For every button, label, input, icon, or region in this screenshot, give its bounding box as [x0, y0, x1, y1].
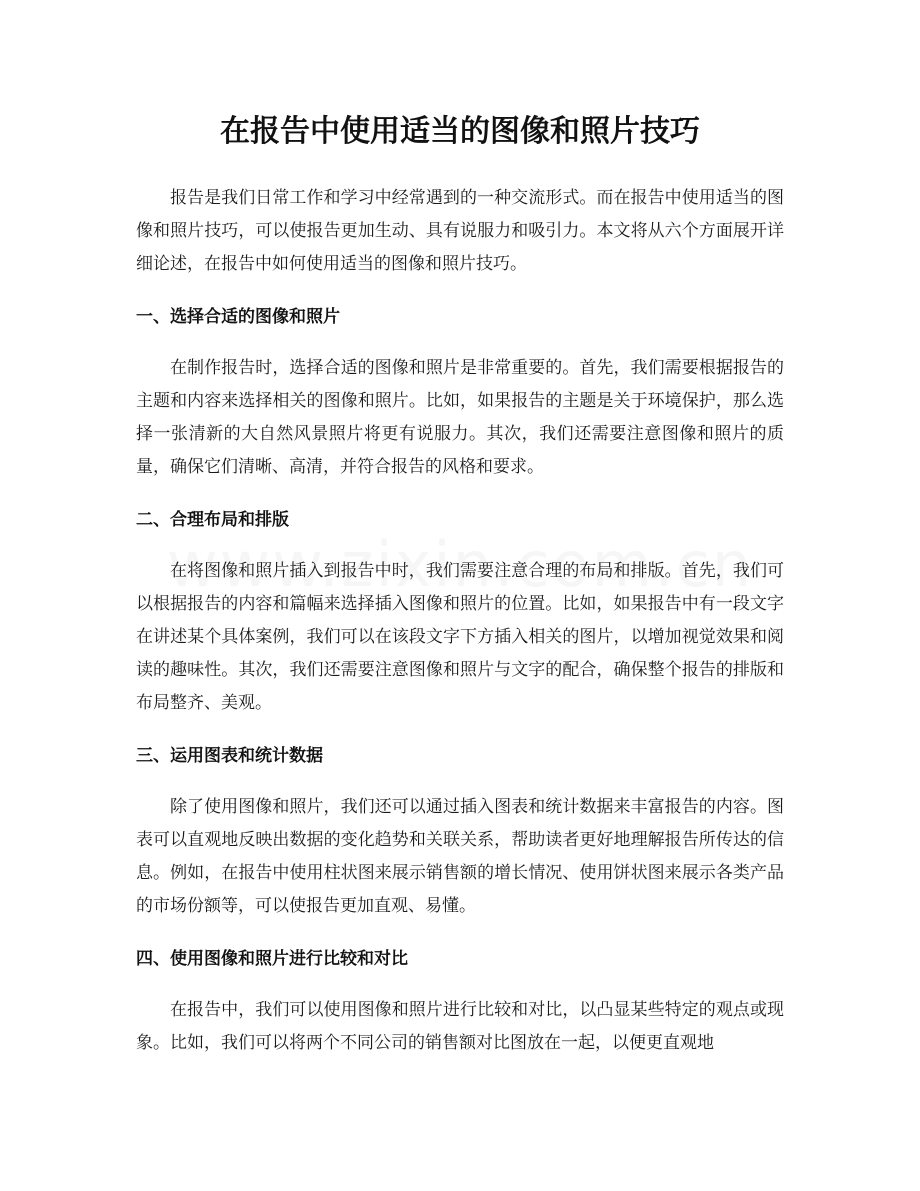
section-4-heading: 四、使用图像和照片进行比较和对比	[136, 949, 408, 969]
section-3-paragraph: 除了使用图像和照片，我们还可以通过插入图表和统计数据来丰富报告的内容。图表可以直观地反映出数据的变化趋势和关联关系，帮助读者更好地理解报告所传达的信息。例如，在报告中使用柱状图来展示销售额的增长情况、使用饼状图来展示各类产品的市场份额等，可以使报告更加直观、易懂。	[136, 797, 784, 916]
section-2-heading: 二、合理布局和排版	[136, 510, 289, 530]
document-title: 在报告中使用适当的图像和照片技巧	[220, 114, 700, 149]
section-1-heading: 一、选择合适的图像和照片	[136, 307, 340, 327]
section-2-paragraph: 在将图像和照片插入到报告中时，我们需要注意合理的布局和排版。首先，我们可以根据报告的内容和篇幅来选择插入图像和照片的位置。比如，如果报告中有一段文字在讲述某个具体案例，我们可以在该段文字下方插入相关的图片，以增加视觉效果和阅读的趣味性。其次，我们还需要注意图像和照片与文字的配合，确保整个报告的排版和布局整齐、美观。	[136, 561, 784, 713]
section-1-paragraph: 在制作报告时，选择合适的图像和照片是非常重要的。首先，我们需要根据报告的主题和内容来选择相关的图像和照片。比如，如果报告的主题是关于环境保护，那么选择一张清新的大自然风景照片将更有说服力。其次，我们还需要注意图像和照片的质量，确保它们清晰、高清，并符合报告的风格和要求。	[136, 358, 784, 477]
intro-paragraph: 报告是我们日常工作和学习中经常遇到的一种交流形式。而在报告中使用适当的图像和照片技巧，可以使报告更加生动、具有说服力和吸引力。本文将从六个方面展开详细论述，在报告中如何使用适当的图像和照片技巧。	[136, 188, 784, 274]
document-body	[136, 182, 784, 1060]
section-4-paragraph: 在报告中，我们可以使用图像和照片进行比较和对比，以凸显某些特定的观点或现象。比如，我们可以将两个不同公司的销售额对比图放在一起，以便更直观地	[136, 1000, 784, 1053]
section-3-heading: 三、运用图表和统计数据	[136, 746, 323, 766]
